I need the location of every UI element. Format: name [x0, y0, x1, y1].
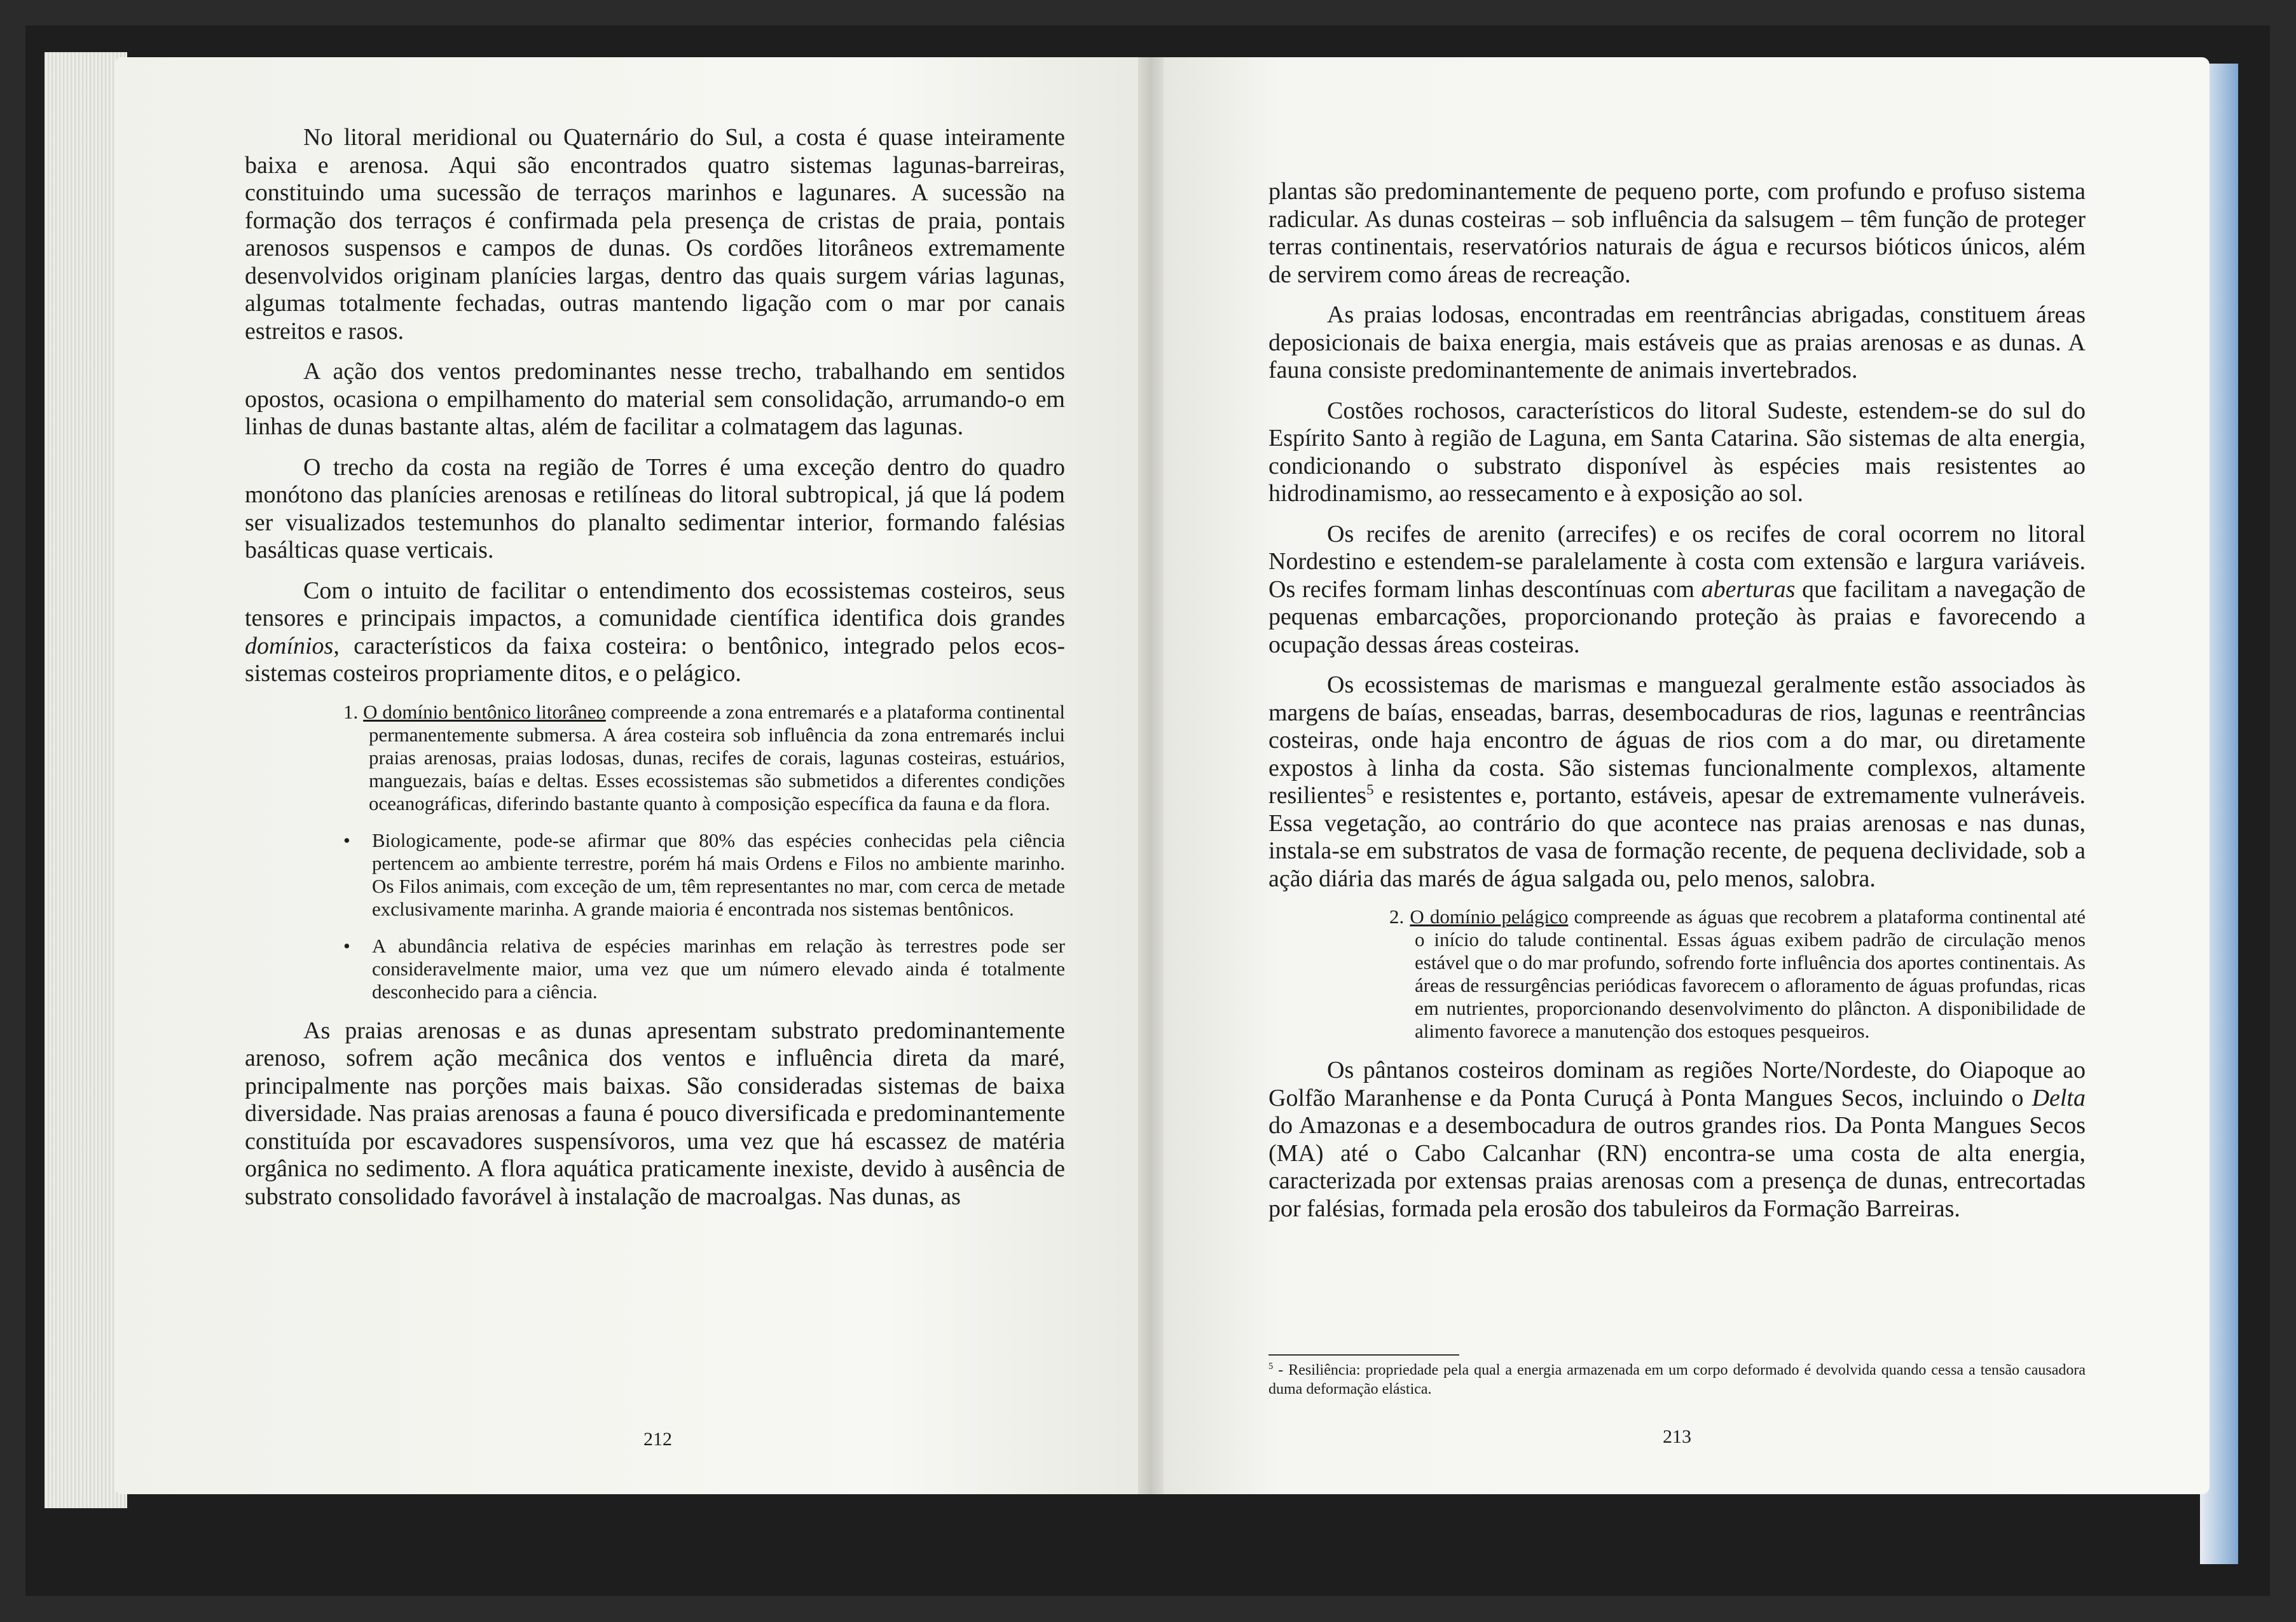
numbered-item-1: 1. O domínio bentônico litorâneo compreende a zona entremarés e a plataforma continental permanentemente submersa. A área costeira sob influência da zona entremarés inclui praias arenosas, praias lodosas, dunas, recifes de corais, lagunas costeiras, estuários, manguezais, baías e deltas. Esses ecossistemas são submetidos a diferentes condições oceanográficas, diferindo bastante quanto à composição específica da fauna e da flora. • Biologicamente, pode-se afirmar que 80% das espécies conhecidas pela ciência pertencem ao ambiente terrestre, porém há mais Ordens e Filos no ambiente marinho. Os Filos animais, com exceção de um, têm representantes no mar, com cerca de metade exclusivamente marinha. A grande maioria é encontrada nos sistemas bentônicos. • A abundância relativa de espécies marinhas em relação às terrestres pode ser consideravelmente maior, uma vez que um número elevado ainda é totalmente desconhecido para a ciência. — [245, 701, 1065, 1003]
paragraph-marismas: Os ecossistemas de marismas e manguezal geralmente estão associados às margens de baías, enseadas, barras, desembocaduras de rios, lagunas e reentrâncias costeiras, onde haja encontro de águas de rios com a do mar, ou diretamente expostos à linha da costa. São sistemas funcionalmente complexos, altamente resilientes$^5$ e resistentes e, portanto, estáveis, apesar de extremamente vulneráveis. Essa vegetação, ao contrário do que acontece nas praias arenosas e nas dunas, instala-se em substratos de vasa de formação recente, de pequena declividade, sob a ação diária das marés de água salgada ou, pelo menos, salobra. — [1268, 671, 2086, 892]
right-page-text — [1268, 178, 2086, 1235]
paragraph: As praias arenosas e as dunas apresentam substrato predominantemente arenoso, sofrem ação mecânica dos ventos e influência direta da maré, principalmente nas porções mais baixas. São consideradas sistemas de baixa diversidade. Nas praias arenosas a fauna é pouco diversificada e predominantemente constituída por escavadores suspensívoros, uma vez que há escassez de matéria orgânica no sedimento. A flora aquática praticamente inexiste, devido à ausência de substrato consolidado favorável à instalação de macroalgas. Nas dunas, as — [245, 1017, 1065, 1210]
numbered-item-2: 2. O domínio pelágico compreende as águas que recobrem a plataforma continental até o início do talude continental. Essas águas exibem padrão de circulação menos estável que o do mar profundo, sofrendo forte influência dos aportes continentais. As áreas de ressurgências periódicas favorecem o afloramento de águas profundas, ricas em nutrientes, proporcionando desenvolvimento do plâncton. A disponibilidade de alimento favorece a manutenção dos estoques pesqueiros. — [1389, 905, 2086, 1042]
footnote-rule — [1268, 1354, 1459, 1356]
book-gutter — [1138, 57, 1164, 1494]
paragraph-domains: Com o intuito de facilitar o entendimento dos ecossistemas costeiros, seus tensores e principais impactos, a comunidade científica identifica dois grandes domínios, característicos da faixa costeira: o bentônico, integrado pelos ecos-sistemas costeiros propriamente ditos, e o pelágico. — [245, 577, 1065, 687]
paragraph: A ação dos ventos predominantes nesse trecho, trabalhando em sentidos opostos, ocasiona o empilhamento do material sem consolidação, arrumando-o em linhas de dunas bastante altas, além de facilitar a colmatagem das lagunas. — [245, 358, 1065, 440]
paragraph: No litoral meridional ou Quaternário do Sul, a costa é quase inteiramente baixa e arenosa. Aqui são encontrados quatro sistemas lagunas-barreiras, constituindo uma sucessão de terraços marinhos e lagunares. A sucessão na formação dos terraços é confirmada pela presença de cristas de praia, pontais arenosos suspensos e campos de dunas. Os cordões litorâneos extremamente desenvolvidos originam planícies largas, dentro das quais surgem várias lagunas, algumas totalmente fechadas, outras mantendo ligação com o mar por canais estreitos e rasos. — [245, 124, 1065, 345]
paragraph: plantas são predominantemente de pequeno porte, com profundo e profuso sistema radicular. As dunas costeiras – sob influência da salsugem – têm função de proteger terras continentais, reservatórios naturais de água e recursos bióticos únicos, além de servirem como áreas de recreação. — [1268, 178, 2086, 288]
paragraph-pantanos: Os pântanos costeiros dominam as regiões Norte/Nordeste, do Oiapoque ao Golfão Maranhense e da Ponta Curuçá à Ponta Mangues Secos, incluindo o Delta do Amazonas e a desembocadura de outros grandes rios. Da Ponta Mangues Secos (MA) até o Cabo Calcanhar (RN) encontra-se uma costa de alta energia, caracterizada por extensas praias arenosas com a presença de dunas, entrecortadas por falésias, formada pela erosão dos tabuleiros da Formação Barreiras. — [1268, 1057, 2086, 1222]
paragraph: Costões rochosos, característicos do litoral Sudeste, estendem-se do sul do Espírito Santo à região de Laguna, em Santa Catarina. São sistemas de alta energia, condicionando o substrato disponível às espécies mais resistentes ao hidrodinamismo, ao ressecamento e à exposição ao sol. — [1268, 397, 2086, 507]
paragraph-recifes: Os recifes de arenito (arrecifes) e os recifes de coral ocorrem no litoral Nordestino e estendem-se paralelamente à costa com extensão e largura variáveis. Os recifes formam linhas descontínuas com aberturas que facilitam a navegação de pequenas embarcações, proporcionando proteção às praias e favorecendo a ocupação dessas áreas costeiras. — [1268, 520, 2086, 658]
paragraph: As praias lodosas, encontradas em reentrâncias abrigadas, constituem áreas deposicionais de baixa energia, mais estáveis que as praias arenosas e as dunas. A fauna consiste predominantemente de animais invertebrados. — [1268, 301, 2086, 383]
list-item: • A abundância relativa de espécies marinhas em relação às terrestres pode ser consideravelmente maior, uma vez que um número elevado ainda é totalmente desconhecido para a ciência. — [245, 935, 1065, 1003]
footnote: $^5$ - Resiliência: propriedade pela qual a energia armazenada em um corpo deformado é devolvida quando cessa a tensão causadora duma deformação elástica. — [1268, 1361, 2086, 1398]
page-number-left: 212 — [643, 1429, 672, 1450]
page-number-right: 213 — [1663, 1426, 1691, 1447]
left-page-text — [245, 124, 1065, 1223]
bullet-list — [245, 829, 1065, 1003]
paragraph: O trecho da costa na região de Torres é uma exceção dentro do quadro monótono das planícies arenosas e retilíneas do litoral subtropical, já que lá podem ser visualizados testemunhos do planalto sedimentar interior, formando falésias basálticas quase verticais. — [245, 453, 1065, 563]
list-item: • Biologicamente, pode-se afirmar que 80% das espécies conhecidas pela ciência pertencem ao ambiente terrestre, porém há mais Ordens e Filos no ambiente marinho. Os Filos animais, com exceção de um, têm representantes no mar, com cerca de metade exclusivamente marinha. A grande maioria é encontrada nos sistemas bentônicos. — [245, 829, 1065, 921]
